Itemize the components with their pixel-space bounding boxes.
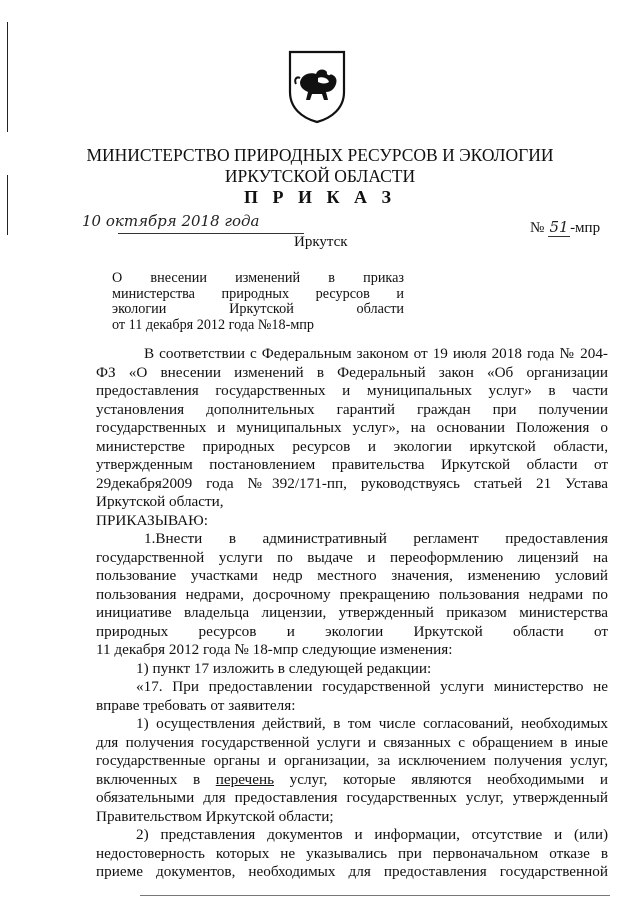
subject-line: от 11 декабря 2012 года №18-мпр xyxy=(112,317,314,333)
document-type: П Р И К А З xyxy=(243,187,397,207)
body-line: природных ресурсов и экологии Иркутской области от xyxy=(96,622,608,640)
number-suffix: -мпр xyxy=(570,220,601,236)
perechen-link[interactable]: перечень xyxy=(215,770,274,788)
scan-edge-mark xyxy=(7,22,8,132)
number-prefix: № xyxy=(530,220,545,236)
body-line: приеме документов, необходимых для предоставления государственной xyxy=(96,863,608,880)
body-line: инициативе владельца лицензии, утвержденный приказом министерства xyxy=(96,604,608,621)
body-line: 1.Внести в административный регламент предоставления xyxy=(144,530,608,547)
body-line: «17. При предоставлении государственной услуги министерство не xyxy=(136,678,608,695)
subject-line: О внесении изменений в приказ xyxy=(112,271,404,286)
body-line: В соответствии с Федеральным законом от 19 июля 2018 года № 204- xyxy=(144,345,608,362)
order-word: ПРИКАЗЫВАЮ: xyxy=(96,511,208,529)
scan-edge-mark xyxy=(7,175,8,235)
body-line: вправе требовать от заявителя: xyxy=(96,696,296,714)
order-date-handwritten: 10 октября 2018 года xyxy=(82,212,260,230)
body-line: Иркутской области, xyxy=(96,493,224,510)
body-line: 2) представления документов и информации, отсутствие и (или) xyxy=(136,826,608,843)
body-line: 11 декабря 2012 года № 18-мпр следующие изменения: xyxy=(96,641,453,658)
number-handwritten: 51 xyxy=(549,218,569,236)
body-line xyxy=(96,771,608,790)
body-line: установления дополнительных гарантий граждан при получении xyxy=(96,400,608,418)
body-line: пользование участками недр местного значения, изменению условий xyxy=(96,567,608,584)
date-underline xyxy=(118,233,304,234)
body-text-fragment: услуг, которые являются необходимыми и xyxy=(274,770,608,788)
coat-of-arms-emblem xyxy=(282,48,352,124)
ministry-name-line2: ИРКУТСКОЙ ОБЛАСТИ xyxy=(224,166,416,186)
body-text-fragment: включенных в xyxy=(96,770,216,788)
subject-line: министерства природных ресурсов и xyxy=(112,286,404,302)
body-line: государственных и муниципальных услуг», на основании Положения о xyxy=(96,419,608,436)
body-line: Правительством Иркутской области; xyxy=(96,807,334,825)
order-number xyxy=(530,218,600,237)
order-subject xyxy=(112,271,404,333)
body-line: государственные органы и организации, за исключением получения услуг, xyxy=(96,752,608,769)
body-line: государственной услуги по выдаче и переоформлению лицензий на xyxy=(96,548,608,566)
body-line: предоставления государственных и муниципальных услуг» в части xyxy=(96,382,608,399)
body-line: обязательными для предоставления государственных услуг, утвержденный xyxy=(96,789,608,806)
ministry-name-line1: МИНИСТЕРСТВО ПРИРОДНЫХ РЕСУРСОВ И ЭКОЛОГИИ xyxy=(86,145,554,165)
subject-line: экологии Иркутской области xyxy=(112,302,404,317)
scan-bottom-mark xyxy=(140,895,610,896)
order-body xyxy=(96,345,608,882)
body-line: 1) пункт 17 изложить в следующей редакции: xyxy=(136,659,432,677)
body-line: ФЗ «О внесении изменений в Федеральный закон «Об организации xyxy=(96,363,608,381)
body-line: 29декабря2009 года №392/171-пп, руководствуясь статьей 21 Устава xyxy=(96,474,608,492)
body-line: 1) осуществления действий, в том числе согласований, необходимых xyxy=(136,715,608,732)
body-line: министерстве природных ресурсов и экологии иркутской области, xyxy=(96,437,608,455)
body-line: пользования недрами, досрочному прекращению пользования недрами по xyxy=(96,585,608,603)
body-line: недостоверность которых не указывались при первоначальном отказе в xyxy=(96,844,608,862)
body-line: для получения государственной услуги и связанных с обращением в иные xyxy=(96,733,608,751)
city-name: Иркутск xyxy=(294,234,348,250)
body-line: утвержденным постановлением правительства Иркутской области от xyxy=(96,456,608,473)
